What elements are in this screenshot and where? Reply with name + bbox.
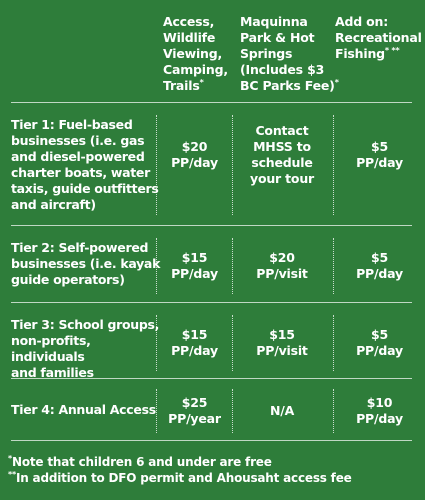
table-cell: $25 PP/year (168, 395, 221, 426)
table-cell: $20 PP/visit (256, 250, 308, 281)
table-cell: $15 PP/day (171, 327, 218, 358)
column-header-text: Maquinna Park & Hot Springs (Includes $3 BC Parks Fee) (240, 14, 335, 93)
row-label: Tier 2: Self-powered businesses (i.e. kayak guide operators) (11, 240, 161, 287)
table-cell: $5 PP/day (356, 139, 403, 170)
footnote (8, 470, 352, 486)
table-cell: N/A (269, 403, 295, 418)
table-cell: $20 PP/day (171, 139, 218, 170)
row-divider (11, 440, 412, 441)
table-row (0, 315, 425, 380)
row-label: Tier 4: Annual Access (11, 402, 156, 417)
footnote-text: In addition to DFO permit and Ahousaht access fee (15, 471, 352, 485)
row-label: Tier 1: Fuel-based businesses (i.e. gas and diesel-powered charter boats, water taxis, guide outfitters and aircraft) (11, 117, 159, 212)
table-cell: Contact MHSS to schedule your tour (250, 123, 314, 186)
footnote-mark: * (199, 77, 204, 87)
row-divider (11, 102, 412, 103)
table-cell: $15 PP/visit (256, 327, 308, 358)
row-divider (11, 302, 412, 303)
footnote-mark: * (8, 454, 12, 463)
column-header-text: Add on: Recreational Fishing (335, 14, 422, 61)
footnote (8, 454, 352, 470)
table-cell: $15 PP/day (171, 250, 218, 281)
table-cell: $5 PP/day (356, 327, 403, 358)
row-label: Tier 3: School groups, non-profits, individuals and families (11, 317, 160, 380)
footnotes (8, 454, 352, 486)
column-header-access (163, 14, 228, 94)
row-divider (11, 225, 412, 226)
footnote-mark: ** (8, 470, 16, 479)
table-row (0, 389, 425, 433)
table-cell: $10 PP/day (356, 395, 403, 426)
column-header-fishing (335, 14, 422, 62)
column-header-maquinna (240, 14, 339, 94)
table-row (0, 238, 425, 294)
table-cell: $5 PP/day (356, 250, 403, 281)
footnote-mark: * (334, 77, 339, 87)
column-header-text: Access, Wildlife Viewing, Camping, Trails (163, 14, 228, 93)
table-row (0, 115, 425, 215)
footnote-text: Note that children 6 and under are free (11, 455, 272, 469)
footnote-mark: * ** (384, 45, 400, 55)
